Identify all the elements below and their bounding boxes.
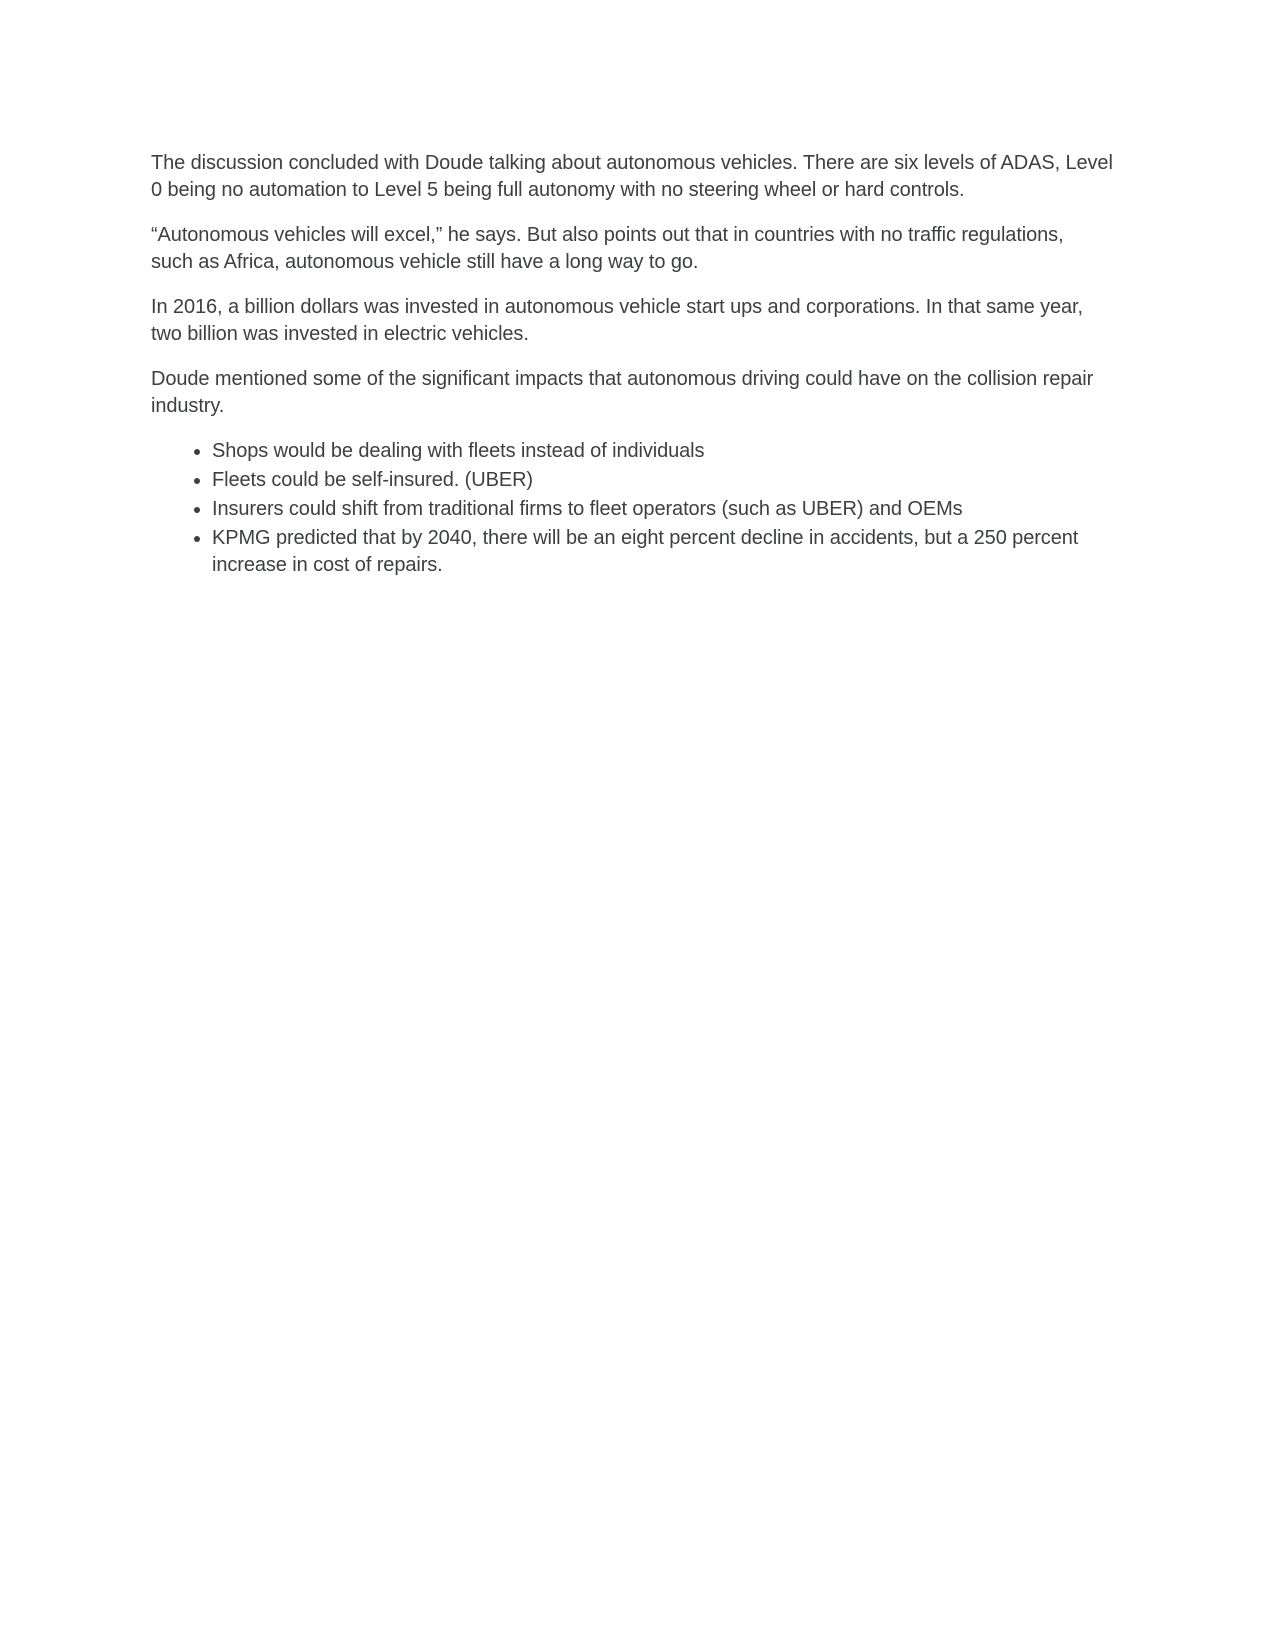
bullet-list — [151, 438, 1211, 579]
text-line: such as Africa, autonomous vehicle still have a long way to go. — [151, 251, 699, 273]
text-line: In 2016, a billion dollars was invested in autonomous vehicle start ups and corporations. In that same year, — [151, 296, 1083, 318]
paragraph-autonomous-excel — [151, 222, 1211, 276]
text-line: “Autonomous vehicles will excel,” he says. But also points out that in countries with no traffic regulations, — [151, 224, 1064, 246]
text-line: two billion was invested in electric vehicles. — [151, 323, 529, 345]
text-line: increase in cost of repairs. — [212, 554, 443, 576]
text-line: 0 being no automation to Level 5 being full autonomy with no steering wheel or hard controls. — [151, 179, 965, 201]
text-line: • Shops would be dealing with fleets instead of individuals — [212, 440, 705, 462]
text-line: The discussion concluded with Doude talking about autonomous vehicles. There are six levels of ADAS, Level — [151, 152, 1113, 174]
paragraph-investment-2016 — [151, 294, 1211, 348]
document-body — [0, 0, 1275, 579]
text-line: • Insurers could shift from traditional firms to fleet operators (such as UBER) and OEMs — [212, 498, 963, 520]
paragraph-adas-levels — [151, 150, 1211, 204]
text-line: Doude mentioned some of the significant impacts that autonomous driving could have on the collision repair — [151, 368, 1094, 390]
list-item-fleets-vs-individuals — [212, 438, 1211, 465]
list-item-self-insured — [212, 467, 1211, 494]
text-line: industry. — [151, 395, 225, 417]
paragraph-collision-repair-impacts — [151, 366, 1211, 420]
text-line: • Fleets could be self-insured. (UBER) — [212, 469, 533, 491]
text-line: • KPMG predicted that by 2040, there will be an eight percent decline in accidents, but a 250 percent — [212, 527, 1079, 549]
list-item-insurers-shift — [212, 496, 1211, 523]
list-item-kpmg-prediction — [212, 525, 1211, 579]
